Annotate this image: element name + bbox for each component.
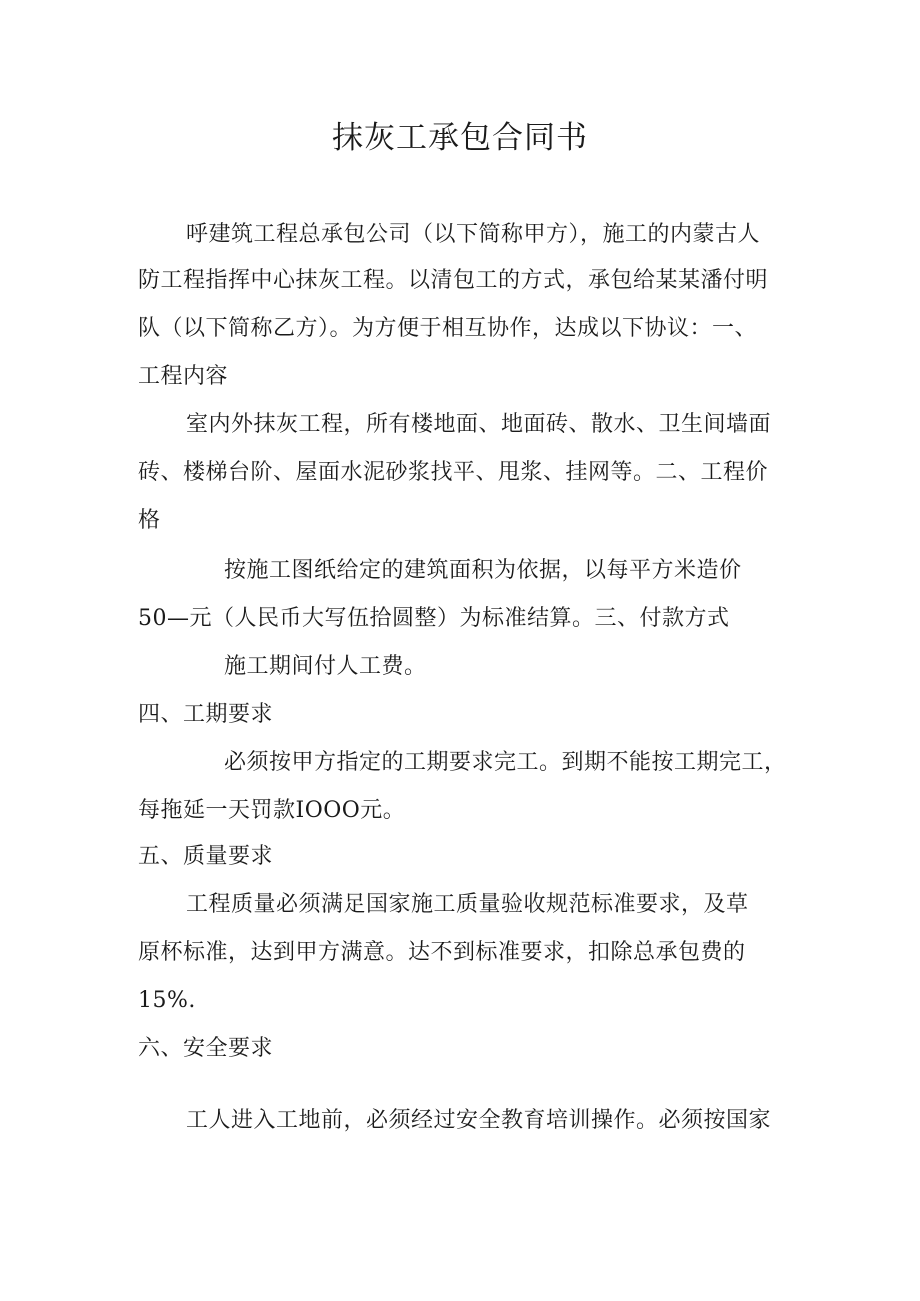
paragraph-line: 按施工图纸给定的建筑面积为依据，以每平方米造价	[224, 558, 742, 583]
document-title: 抹灰工承包合同书	[332, 120, 588, 156]
paragraph-line: 工程质量必须满足国家施工质量验收规范标准要求，及草	[186, 892, 749, 917]
paragraph-line: 必须按甲方指定的工期要求完工。到期不能按工期完工，	[224, 750, 787, 775]
paragraph-line: 队（以下简称乙方）。为方便于相互协作，达成以下协议：一、	[138, 316, 758, 341]
paragraph-line: 施工期间付人工费。	[224, 654, 427, 679]
paragraph-line: 呼建筑工程总承包公司（以下简称甲方），施工的内蒙古人	[186, 222, 761, 247]
section-heading: 五、质量要求	[138, 844, 274, 869]
section-heading: 格	[138, 508, 161, 533]
paragraph-line: 砖、楼梯台阶、屋面水泥砂浆找平、甩浆、挂网等。二、工程价	[138, 460, 769, 485]
paragraph-line: 室内外抹灰工程，所有楼地面、地面砖、散水、卫生间墙面	[186, 412, 772, 437]
section-heading: 四、工期要求	[138, 702, 274, 727]
paragraph-line: 15%.	[138, 988, 196, 1013]
section-heading: 六、安全要求	[138, 1036, 274, 1061]
paragraph-line: 防工程指挥中心抹灰工程。以清包工的方式，承包给某某潘付明	[138, 268, 769, 293]
paragraph-line: 50—元（人民币大写伍拾圆整）为标准结算。三、付款方式	[138, 606, 730, 631]
paragraph-line: 工人进入工地前，必须经过安全教育培训操作。必须按国家	[186, 1108, 772, 1133]
section-heading: 工程内容	[138, 364, 229, 389]
paragraph-line: 原杯标准，达到甲方满意。达不到标准要求，扣除总承包费的	[138, 940, 746, 965]
paragraph-line: 每拖延一天罚款IOOO元。	[138, 798, 406, 823]
